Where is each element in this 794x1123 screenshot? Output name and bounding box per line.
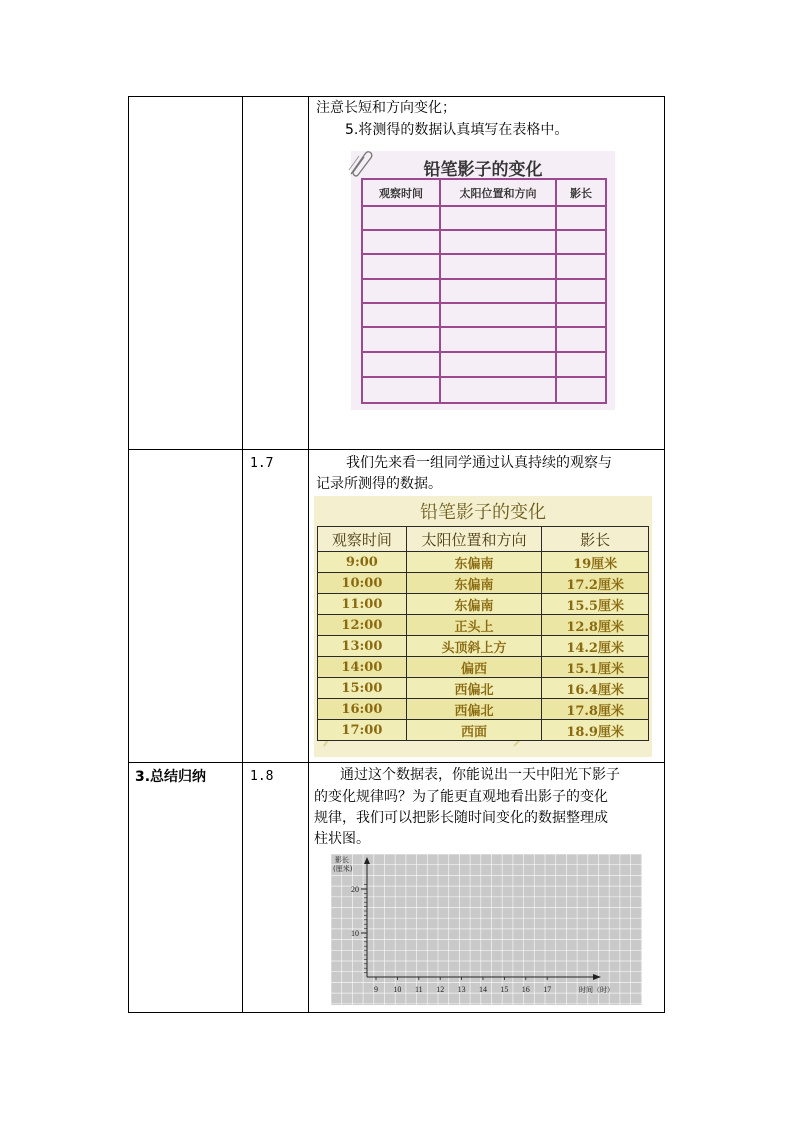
cell-time: 15:00 (318, 678, 407, 699)
table-row (318, 573, 649, 594)
cell-time: 17:00 (318, 720, 407, 741)
cell-sun-position: 正头上 (406, 615, 542, 636)
y-tick-label: 20 (351, 885, 359, 894)
figure1-header-length: 影长 (570, 187, 592, 200)
section-title: 3.总结归纳 (135, 769, 207, 785)
table-row (318, 678, 649, 699)
cell-time: 10:00 (318, 573, 407, 594)
figure1-header-time: 观察时间 (379, 187, 423, 200)
cell-shadow-length: 17.8厘米 (542, 699, 649, 720)
x-tick-label: 17 (543, 985, 552, 994)
x-tick-label: 12 (436, 985, 445, 994)
table-row (318, 636, 649, 657)
row2-code: 1.7 (250, 456, 274, 471)
figure1-header-sun: 太阳位置和方向 (459, 187, 537, 200)
cell-sun-position: 西偏北 (406, 699, 542, 720)
table-row (318, 552, 649, 573)
cell-time: 12:00 (318, 615, 407, 636)
y-axis-arrow (364, 857, 370, 864)
cell-shadow-length: 18.9厘米 (542, 720, 649, 741)
cell-shadow-length: 19厘米 (542, 552, 649, 573)
x-tick-label: 16 (521, 985, 530, 994)
cell-time: 9:00 (318, 552, 407, 573)
cell-time: 14:00 (318, 657, 407, 678)
row3-line2: 的变化规律吗？为了能更直观地看出影子的变化 (314, 789, 608, 805)
x-tick-label: 10 (393, 985, 402, 994)
cell-shadow-length: 16.4厘米 (542, 678, 649, 699)
cell-shadow-length: 17.2厘米 (542, 573, 649, 594)
cell-shadow-length: 15.5厘米 (542, 594, 649, 615)
y-axis-label: 影长 (335, 856, 349, 864)
row2-line2: 记录所测得的数据。 (316, 476, 442, 492)
row2-line1: 我们先来看一组同学通过认真持续的观察与 (346, 455, 612, 471)
x-tick-label: 15 (500, 985, 509, 994)
figure2-title: 铅笔影子的变化 (420, 502, 546, 523)
row3-line4: 柱状图。 (314, 831, 370, 847)
row3-line1: 通过这个数据表，你能说出一天中阳光下影子 (340, 767, 620, 783)
table-header-row (318, 527, 649, 552)
row-divider-1 (128, 449, 665, 450)
cell-shadow-length: 15.1厘米 (542, 657, 649, 678)
row-divider-2 (128, 762, 665, 763)
table-row (318, 699, 649, 720)
row3-code: 1.8 (250, 769, 274, 784)
column-divider-1 (242, 96, 243, 1013)
cell-sun-position: 西偏北 (406, 678, 542, 699)
cell-sun-position: 东偏南 (406, 573, 542, 594)
graph-grid (331, 854, 642, 1005)
blank-shadow-record-table (351, 151, 615, 410)
y-axis-unit: (厘米) (333, 865, 353, 873)
header-shadow-length: 影长 (542, 527, 649, 552)
table-row (318, 615, 649, 636)
cell-time: 13:00 (318, 636, 407, 657)
shadow-length-graph-paper (331, 854, 642, 1005)
header-sun-position: 太阳位置和方向 (406, 527, 542, 552)
cell-sun-position: 西面 (406, 720, 542, 741)
shadow-data-table (317, 526, 649, 741)
cell-sun-position: 东偏南 (406, 552, 542, 573)
cell-sun-position: 头顶斜上方 (406, 636, 542, 657)
x-tick-label: 9 (374, 985, 378, 994)
x-tick-label: 11 (414, 985, 423, 994)
cell-time: 16:00 (318, 699, 407, 720)
table-row (318, 594, 649, 615)
x-axis-label: 时间（时） (579, 986, 614, 994)
cell-sun-position: 东偏南 (406, 594, 542, 615)
paperclip-icon (345, 148, 373, 178)
table-row (318, 720, 649, 741)
table-row (318, 657, 649, 678)
cell-shadow-length: 12.8厘米 (542, 615, 649, 636)
row1-line1: 注意长短和方向变化； (316, 100, 456, 116)
row3-line3: 规律，我们可以把影长随时间变化的数据整理成 (314, 810, 608, 826)
figure1-grid (361, 178, 607, 404)
x-axis-arrow (593, 974, 601, 980)
header-time: 观察时间 (318, 527, 407, 552)
cell-time: 11:00 (318, 594, 407, 615)
shadow-data-table-figure (314, 496, 652, 757)
x-tick-label: 13 (457, 985, 466, 994)
cell-shadow-length: 14.2厘米 (542, 636, 649, 657)
figure1-title: 铅笔影子的变化 (423, 160, 543, 180)
cell-sun-position: 偏西 (406, 657, 542, 678)
row1-line2: 5.将测得的数据认真填写在表格中。 (345, 122, 569, 138)
y-tick-label: 10 (351, 929, 359, 938)
x-tick-label: 14 (479, 985, 487, 994)
column-divider-2 (308, 96, 309, 1013)
